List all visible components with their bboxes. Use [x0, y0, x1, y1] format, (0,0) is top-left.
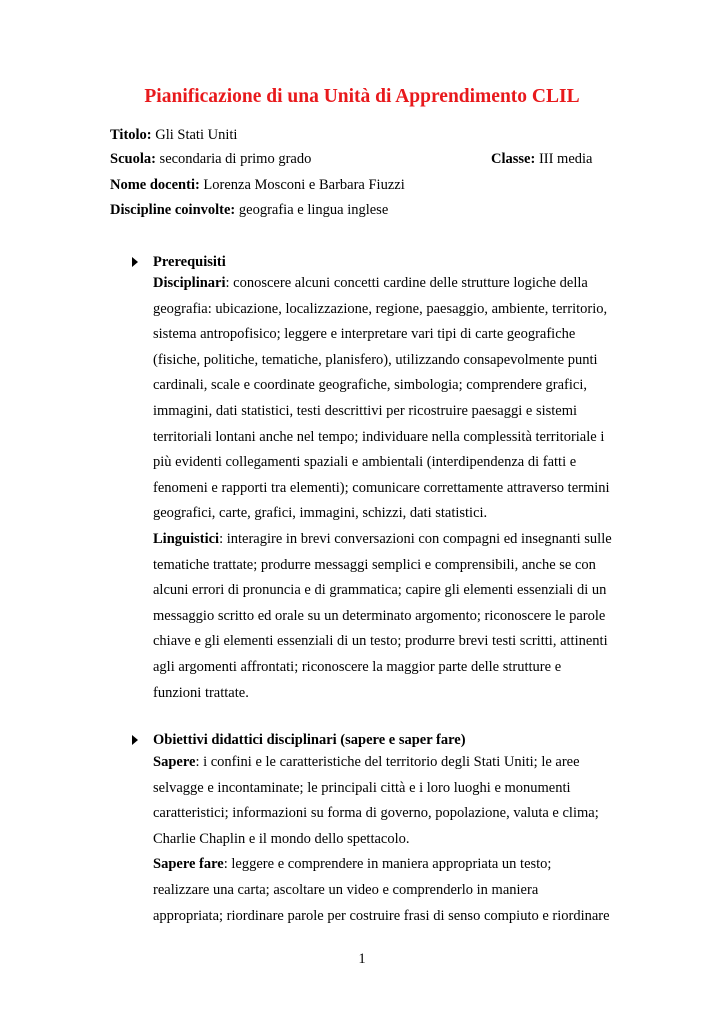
text-fragment: : leggere e comprendere in maniera appropriata un testo;	[223, 856, 552, 873]
discipline-value: geografia e lingua inglese	[238, 202, 389, 218]
text-line: messaggio scritto ed orale su un determinato argomento; riconoscere le parole	[153, 607, 606, 624]
paragraph-sapere	[153, 750, 610, 929]
document-title: Pianificazione di una Unità di Apprendimento CLIL	[144, 86, 580, 107]
meta-classe	[491, 150, 592, 168]
page-number: 1	[358, 951, 366, 967]
classe-value: III media	[538, 151, 593, 167]
text-line: Charlie Chaplin e il mondo dello spettacolo.	[153, 830, 410, 847]
text-line: alcuni errori di pronuncia e di grammatica; capire gli elementi essenziali di un	[153, 582, 607, 599]
paragraph-label: Linguistici	[153, 530, 220, 547]
text-fragment: : conoscere alcuni concetti cardine delle strutture logiche della	[225, 275, 588, 291]
text-line	[153, 750, 610, 776]
text-line: più evidenti collegamenti spaziali e ambientali (interdipendenza di fatti e	[153, 454, 577, 471]
text-line	[153, 852, 610, 878]
meta-docenti	[110, 176, 405, 194]
text-line	[153, 271, 612, 297]
triangle-right-icon	[130, 731, 140, 749]
paragraph-label: Disciplinari	[153, 275, 226, 291]
text-line: fenomeni e rapporti tra elementi); comunicare correttamente attraverso termini	[153, 479, 610, 496]
docenti-value: Lorenza Mosconi e Barbara Fiuzzi	[203, 177, 405, 193]
text-line: selvagge e incontaminate; le principali città e i loro luoghi e monumenti	[153, 779, 571, 796]
text-line: agli argomenti affrontati; riconoscere la maggior parte delle strutture e	[153, 658, 562, 675]
text-line	[153, 527, 612, 553]
paragraph-label: Sapere fare	[153, 856, 224, 873]
text-line: immagini, dati statistici, testi descrittivi per ricostruire paesaggi e sistemi	[153, 402, 578, 419]
titolo-label: Titolo:	[110, 127, 152, 143]
section-heading-prerequisiti: Prerequisiti	[153, 254, 226, 270]
text-line: geografia: ubicazione, localizzazione, regione, paesaggio, ambiente, territorio,	[153, 300, 608, 317]
section-heading-obiettivi: Obiettivi didattici disciplinari (sapere e saper fare)	[153, 732, 466, 748]
scuola-label: Scuola:	[110, 151, 156, 167]
classe-label: Classe:	[491, 151, 536, 167]
paragraph-disciplinari	[153, 271, 612, 706]
discipline-label: Discipline coinvolte:	[110, 202, 236, 218]
triangle-right-icon	[130, 253, 140, 271]
scuola-value: secondaria di primo grado	[159, 151, 312, 167]
text-line: appropriata; riordinare parole per costruire frasi di senso compiuto e riordinare	[153, 907, 610, 924]
text-line: (fisiche, politiche, tematiche, planisfero), utilizzando consapevolmente punti	[153, 351, 598, 368]
text-line: realizzare una carta; ascoltare un video e comprenderlo in maniera	[153, 881, 539, 898]
text-line: funzioni trattate.	[153, 684, 249, 701]
text-fragment: : i confini e le caratteristiche del territorio degli Stati Uniti; le aree	[195, 754, 580, 770]
meta-scuola	[110, 150, 311, 168]
text-line: tematiche trattate; produrre messaggi semplici e comprensibili, anche se con	[153, 556, 596, 573]
text-fragment: : interagire in brevi conversazioni con compagni ed insegnanti sulle	[219, 530, 612, 547]
text-line: sistema antropofisico; leggere e interpretare vari tipi di carte geografiche	[153, 326, 576, 343]
titolo-value: Gli Stati Uniti	[155, 127, 238, 143]
meta-titolo	[110, 126, 237, 144]
text-line: chiave e gli elementi essenziali di un testo; produrre brevi testi scritti, attinenti	[153, 633, 608, 650]
meta-discipline	[110, 201, 388, 219]
text-line: caratteristici; informazioni su forma di governo, popolazione, valuta e clima;	[153, 805, 599, 822]
text-line: geografici, carte, grafici, immagini, schizzi, dati statistici.	[153, 505, 488, 522]
text-line: territoriali lontani anche nel tempo; individuare nella complessità territoriale i	[153, 428, 605, 445]
docenti-label: Nome docenti:	[110, 177, 200, 193]
text-line: cardinali, scale e coordinate geografiche, simbologia; comprendere grafici,	[153, 377, 587, 394]
paragraph-label: Sapere	[153, 754, 196, 770]
